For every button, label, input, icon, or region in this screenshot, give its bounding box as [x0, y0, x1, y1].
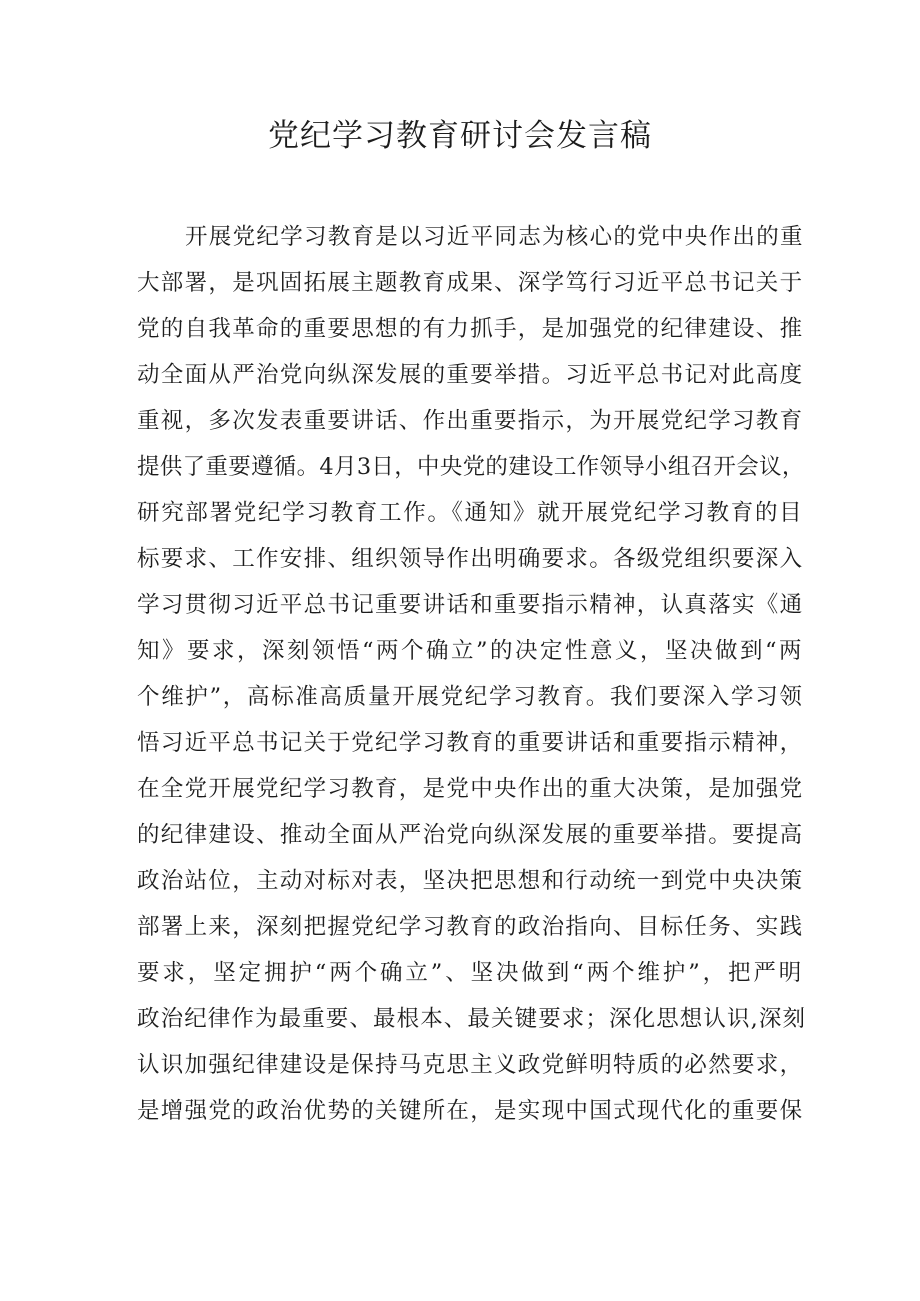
- body-line: 开展党纪学习教育是以习近平同志为核心的党中央作出的重: [185, 224, 804, 250]
- body-line: 部署上来，深刻把握党纪学习教育的政治指向、目标任务、实践: [137, 914, 804, 940]
- body-line: 在全党开展党纪学习教育，是党中央作出的重大决策，是加强党: [137, 776, 804, 802]
- body-line: 是增强党的政治优势的关键所在，是实现中国式现代化的重要保: [137, 1098, 804, 1124]
- body-line: 研究部署党纪学习教育工作。《通知》就开展党纪学习教育的目: [137, 500, 804, 526]
- body-line: 悟习近平总书记关于党纪学习教育的重要讲话和重要指示精神，: [137, 730, 804, 756]
- body-line: 知》要求，深刻领悟“两个确立”的决定性意义，坚决做到“两: [137, 638, 805, 664]
- body-line: 重视，多次发表重要讲话、作出重要指示，为开展党纪学习教育: [137, 408, 804, 434]
- body-line: 党的自我革命的重要思想的有力抓手，是加强党的纪律建设、推: [137, 316, 804, 342]
- body-line: 标要求、工作安排、组织领导作出明确要求。各级党组织要深入: [137, 546, 804, 572]
- body-line: 认识加强纪律建设是保持马克思主义政党鲜明特质的必然要求，: [137, 1052, 804, 1078]
- body-line: 提供了重要遵循。4月3日，中央党的建设工作领导小组召开会议，: [137, 454, 805, 480]
- document-body: [137, 214, 807, 1134]
- body-line: 大部署，是巩固拓展主题教育成果、深学笃行习近平总书记关于: [137, 270, 804, 296]
- document-title: 党纪学习教育研讨会发言稿: [268, 118, 652, 154]
- body-line: 的纪律建设、推动全面从严治党向纵深发展的重要举措。要提高: [137, 822, 804, 848]
- body-line: 学习贯彻习近平总书记重要讲话和重要指示精神，认真落实《通: [137, 592, 804, 618]
- body-line: 政治站位，主动对标对表，坚决把思想和行动统一到党中央决策: [137, 868, 804, 894]
- body-line: 要求，坚定拥护“两个确立”、坚决做到“两个维护”，把严明: [137, 960, 805, 986]
- body-line: 动全面从严治党向纵深发展的重要举措。习近平总书记对此高度: [137, 362, 804, 388]
- body-line: 个维护”，高标准高质量开展党纪学习教育。我们要深入学习领: [137, 684, 804, 710]
- body-line: 政治纪律作为最重要、最根本、最关键要求；深化思想认识,深刻: [137, 1006, 807, 1032]
